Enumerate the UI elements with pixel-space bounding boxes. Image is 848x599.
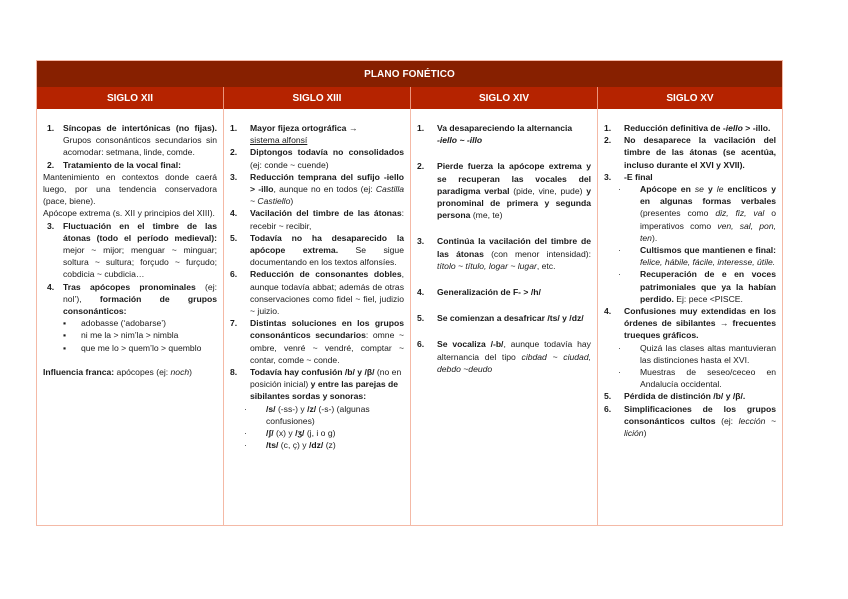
dot-bullet-icon: · xyxy=(618,184,621,195)
list-item: 3. Reducción temprana del sufijo -iello > -illo, aunque no en todos (ej: Castilla ~ Castiello) xyxy=(230,171,405,207)
dash-item: · Apócope en se y le enclíticos y en algunas formas verbales (presentes como diz, fiz, val o imperativos como ven, sal, pon, ten). xyxy=(618,184,777,243)
column-header-siglo-xiv: SIGLO XIV xyxy=(411,87,598,109)
dash-item: · Cultismos que mantienen e final: felice, hábile, fácile, interesse, útile. xyxy=(618,245,776,268)
dot-bullet-icon: · xyxy=(244,403,247,414)
dash-item: · /ʃ/ (x) y /ʒ/ (j, i o g) xyxy=(244,428,336,439)
list-item: 6. Simplificaciones de los grupos consonánticos cultos (ej: lección ~ lición) xyxy=(604,403,776,439)
paragraph: Mantenimiento en contextos donde caerá luego, por una tendencia conservadora (pace, biene). xyxy=(43,171,217,207)
bullet-item: ▪ adobasse (‘adobarse’) xyxy=(63,318,167,329)
list-item: 6. Se vocaliza /-b/, aunque todavía hay alternancia del tipo cibdad ~ ciudad, debdo ~deudo xyxy=(417,339,591,374)
cell-siglo-xiii xyxy=(224,109,411,525)
list-item: 7. Distintas soluciones en los grupos consonánticos secundarios: omne ~ ombre, venré ~ vendré, comptar ~ contar, comde ~ conde. xyxy=(230,318,404,365)
dot-bullet-icon: · xyxy=(244,440,247,451)
dash-item: · /s/ (-ss-) y /z/ (-s-) (algunas confusiones) xyxy=(244,403,370,426)
dash-item: · Recuperación de e en voces patrimoniales que ya la habían perdido. Ej: pece <PISCE. xyxy=(618,269,776,304)
square-bullet-icon: ▪ xyxy=(63,342,67,353)
list-item: 4. Confusiones muy extendidas en los órdenes de sibilantes → frecuentes trueques gráficos. xyxy=(604,306,776,341)
list-item: 2. No desaparece la vacilación del timbre de las átonas (se acentúa, incluso durante el XVI y XVII). xyxy=(604,135,776,170)
dot-bullet-icon: · xyxy=(618,342,621,353)
body-row xyxy=(37,109,782,525)
paragraph: Apócope extrema (s. XII y principios del XIII). xyxy=(43,208,215,219)
column-header-siglo-xiii: SIGLO XIII xyxy=(224,87,411,109)
list-item: 3. Fluctuación en el timbre de las átonas (todo el período medieval): mejor ~ mijor; menguar ~ minguar; soltura ~ sultura; forçudo ~ furçudo; cobdicia ~ cubdicia… xyxy=(47,220,217,280)
dash-item: · Muestras de seseo/ceceo en Andalucía occidental. xyxy=(618,367,776,390)
list-item: 5. Se comienzan a desafricar /ts/ y /dz/ xyxy=(417,313,584,324)
dot-bullet-icon: · xyxy=(618,245,621,256)
list-item: 2. Diptongos todavía no consolidados (ej: conde ~ cuende) xyxy=(230,147,404,170)
list-item: 1. Mayor fijeza ortográfica → sistema alfonsí xyxy=(230,123,358,146)
list-item: 6. Reducción de consonantes dobles, aunque todavía abbat; además de otras conservaciones como fidel ~ fiel, judizio ~ juizio. xyxy=(230,269,404,317)
list-item: 1. Reducción definitiva de -iello > -illo. xyxy=(604,123,771,133)
list-item: 5. Pérdida de distinción /b/ y /β/. xyxy=(604,391,746,402)
bullet-item: ▪ que me lo > quem’lo > quemblo xyxy=(63,342,202,353)
cell-siglo-xiv xyxy=(411,109,598,525)
dot-bullet-icon: · xyxy=(618,367,621,378)
list-item: 4. Generalización de F- > /h/ xyxy=(417,287,541,298)
list-item: 2. Tratamiento de la vocal final: xyxy=(47,159,181,170)
phonetic-plane-table xyxy=(36,60,783,526)
dot-bullet-icon: · xyxy=(244,428,247,439)
list-item: 2. Pierde fuerza la apócope extrema y se recuperan las vocales del paradigma verbal (pide, vine, pude) y pronominal de primera y segunda persona (me, te) xyxy=(417,161,591,221)
list-item: 1. Va desapareciendo la alternancia -iello ~ -illo xyxy=(417,123,573,146)
list-item: 3. Continúa la vacilación del timbre de las átonas (con menor intensidad): títolo ~ título, logar ~ lugar, etc. xyxy=(417,236,591,271)
square-bullet-icon: ▪ xyxy=(63,318,67,329)
dash-item: · Quizá las clases altas mantuvieran las distinciones hasta el XVI. xyxy=(618,342,776,365)
column-header-siglo-xv: SIGLO XV xyxy=(666,92,714,104)
square-bullet-icon: ▪ xyxy=(63,330,67,341)
list-item: 4. Vacilación del timbre de las átonas: recebir ~ recibir, xyxy=(230,208,404,231)
dash-item: · /ts/ (c, ç) y /dz/ (z) xyxy=(244,440,336,451)
dot-bullet-icon: · xyxy=(618,269,621,280)
list-item: 8. Todavía hay confusión /b/ y /β/ (no en posición inicial) y entre las parejas de sibilantes sordas y sonoras: xyxy=(230,367,402,402)
cell-siglo-xii xyxy=(37,109,224,525)
paragraph: Influencia franca: apócopes (ej: noch) xyxy=(43,366,193,377)
header-row xyxy=(37,87,782,109)
column-header-siglo-xii: SIGLO XII xyxy=(37,87,224,109)
table-title: PLANO FONÉTICO xyxy=(37,61,782,87)
bullet-item: ▪ ni me la > nim’la > nimbla xyxy=(63,330,179,341)
list-item: 5. Todavía no ha desaparecido la apócope extrema. Se sigue documentando en los textos alfonsíes. xyxy=(230,232,404,268)
list-item: 1. Síncopas de intertónicas (no fijas). Grupos consonánticos secundarios sin acomodar: setmana, linde, comde. xyxy=(47,123,217,158)
list-item: 3. -E final xyxy=(604,171,653,182)
list-item: 4. Tras apócopes pronominales (ej: nol’), formación de grupos consonánticos: xyxy=(47,281,218,317)
cell-siglo-xv xyxy=(598,109,782,525)
